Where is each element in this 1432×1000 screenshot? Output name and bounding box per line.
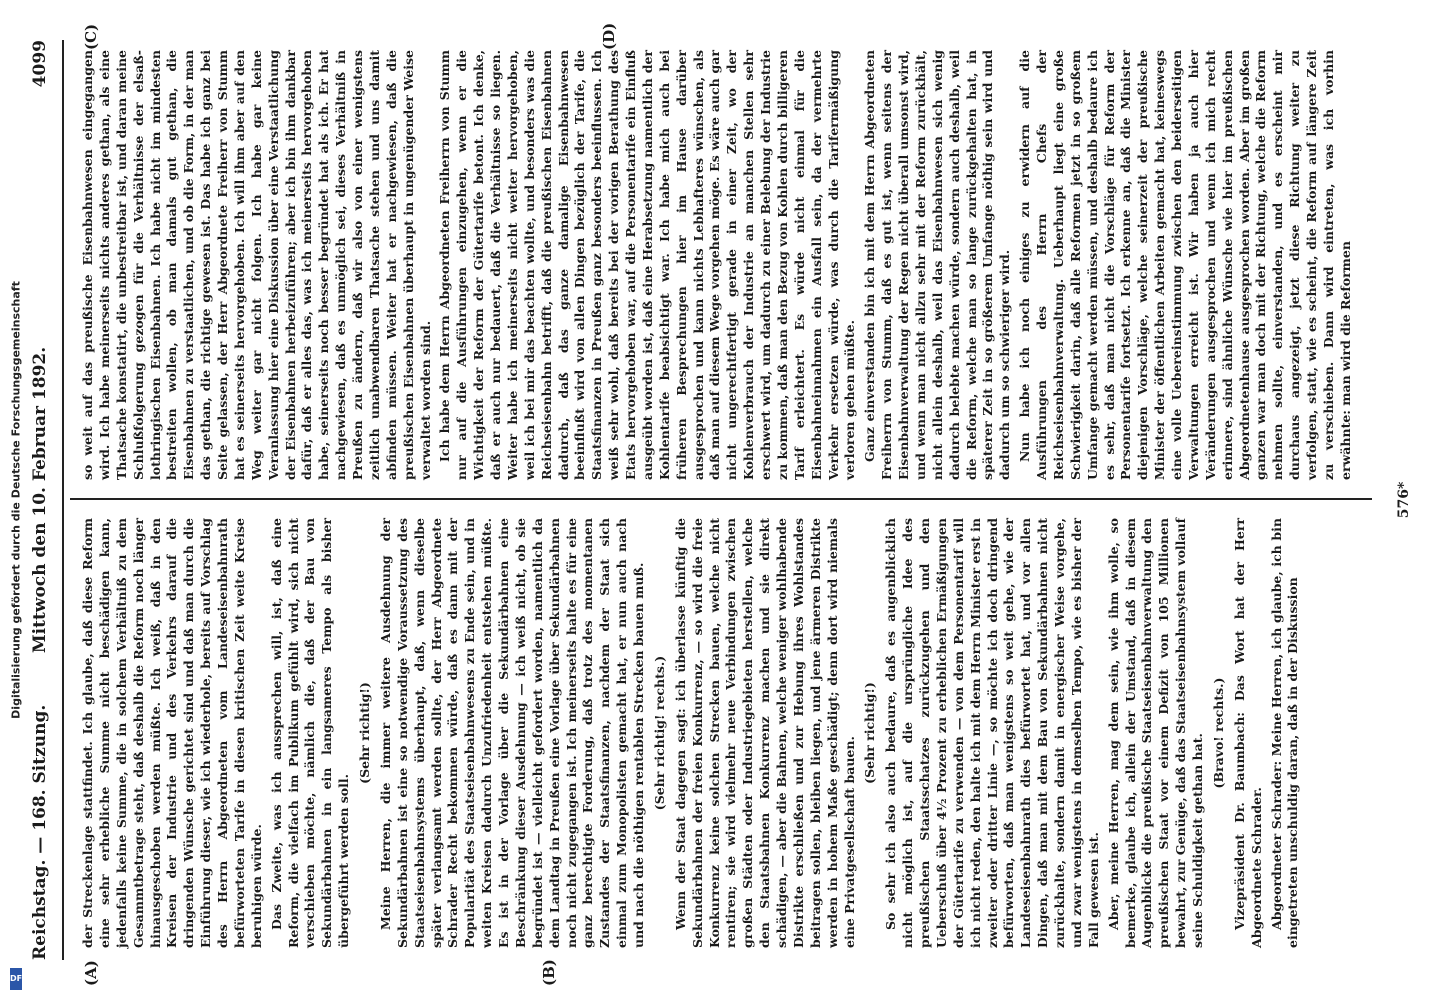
margin-marker-a: (A) [82,960,100,986]
header-session: Reichstag. — 168. Sitzung. [30,704,50,960]
paragraph: So sehr ich also auch bedaure, daß es augenblicklich nicht möglich ist, auf die ursprüngliche Idee des preußischen Staatsschatzes zurückzugehen und den Ueberschuß über 4½ Prozent zu erheblichen Ermäßigungen der Gütertarife zu verwenden — von dem Personentarif will ich nicht reden, den halte ich mit dem Herrn Minister erst in zweiter oder dritter Linie —, so möchte ich doch dringend befürworten, daß man wenigstens so weit gehe, wie der Landeseisenbahnrath dies befürwortet hat, und vor allen Dingen, daß man mit dem Bau von Sekundärbahnen nicht zurückhalte, sondern damit in energischer Weise vorgehe, und zwar wenigstens in demselben Tempo, wie es bisher der Fall gewesen ist. [883,518,1101,948]
interjection: (Sehr richtig! rechts.) [651,655,667,811]
paragraph: so weit auf das preußische Eisenbahnwesen eingegangen wird. Ich habe meinerseits nichts anderes gethan, als eine Thatsache konstatirt, die unbestreitbar ist, und daran meine Schlußfolgerung gezogen für die Verhältnisse der elsaß-lothringischen Eisenbahnen. Ich habe nicht im mindesten bestreiten wollen, ob man damals gut gethan, die Eisenbahnen zu verstaatlichen, und ob die Form, in der man das gethan, die richtige gewesen ist. Das habe ich ganz bei Seite gelassen, der Herr Abgeordnete Freiherr von Stumm hat es seinerseits hervorgehoben. Ich will ihm aber auf den Weg weiter gar nicht folgen. Ich habe gar keine Veranlassung hier eine Diskussion über eine Verstaatlichung der Eisenbahnen herbeizuführen; aber ich bin ihm dankbar dafür, daß er alles das, was ich meinerseits hervorgehoben habe, seinerseits noch besser begründet hat als ich. Er hat nachgewiesen, daß es unmöglich sei, dieses Verhältniß in Preußen zu ändern, daß wir also von einer wenigstens zeitlich unabwendbaren Thatsache stehen und uns damit abfinden müssen. Weiter hat er nachgewiesen, daß die preußischen Eisenbahnen überhaupt in ungenügender Weise verwaltet worden sind. [80,50,433,480]
paragraph: Ganz einverstanden bin ich mit dem Herrn Abgeordneten Freiherrn von Stumm, daß es gut ist, wenn seitens der Eisenbahnverwaltung der Regen nicht überall umsonst wird, und wenn man nicht allzu sehr mit der Reform zurückhält, nicht allein deshalb, weil das Eisenbahnwesen sich wenig dadurch belebte machen würde, sondern auch deshalb, weil die Reform, welche man so lange zurückgehalten hat, in späterer Zeit in so größerem Umfange nöthig sein wird und dadurch um so schwieriger wird. [862,50,1013,480]
page-number: 4099 [30,40,50,88]
interjection: (Sehr richtig!) [357,682,372,784]
dfg-logo: DFG [10,968,22,990]
page-header [30,40,56,960]
paragraph: Meine Herren, die immer weitere Ausdehnung der Sekundärbahnen ist eine so notwendige Voraussetzung des Staatseisenbahnsystems überhaupt, daß, wenn dieselbe später verlangsamt werden sollte, der Herr Abgeordnete Schrader Recht bekommen würde, daß es dann mit der Popularität des Staatseisenbahnwesens zu Ende sein, und in weiten Kreisen dadurch Unzufriedenheit entstehen müßte. Es ist in der Vorlage über die Sekundärbahnen eine Beschränkung dieser Ausdehnung — ich weiß nicht, ob sie begründet ist — vielleicht gefordert worden, namentlich da dem Landtag in Preußen eine Vorlage über Sekundärbahnen noch nicht zugegangen ist. Ich meinerseits halte es für eine ganz berechtigte Forderung, daß trotz des momentanen Zustandes der Staatsfinanzen, nachdem der Staat sich einmal zum Monopolisten gemacht hat, er nun auch nach und nach die nöthigen rentablen Strecken bauen muß. [377,518,646,948]
header-rule [62,40,64,960]
paragraph: Aber, meine Herren, mag dem sein, wie ihm wolle, so bemerke, glaube ich, allein der Umstand, daß in diesem Augenblicke die preußische Staatseisenbahnverwaltung den preußischen Staat vor einem Defizit von 105 Millionen bewahrt, zur Genüge, daß das Staatseisenbahnsystem vollauf seine Schuldigkeit gethan hat. [1105,518,1205,948]
paragraph: Abgeordneter Schrader: Meine Herren, ich glaube, ich bin eingetreten unschuldig daran, daß in der Diskussion [1268,518,1301,948]
interjection: (Bravo! rechts.) [1210,677,1226,789]
paragraph: Das Zweite, was ich aussprechen will, ist, daß eine Reform, die vielfach im Publikum gefühlt wird, sich nicht verschieben möchte, nämlich die, daß der Bau von Sekundärbahnen in ein langsameres Tempo als bisher übergeführt werden soll. [268,518,352,948]
credit-text: Digitalisierung gefördert durch die Deutsche Forschungsgemeinschaft [9,281,23,719]
margin-marker-d: (D) [600,22,618,50]
paragraph: Nun habe ich noch einiges zu erwidern auf die Ausführungen des Herrn Chefs der Reichseisenbahnverwaltung. Ueberhaupt liegt eine große Schwierigkeit darin, daß alle Reformen jetzt in so großem Umfange gemacht werden müssen, und deshalb bedaure ich es sehr, daß man nicht die Vorschläge für Reform der Personentarife fortsetzt. Ich erkenne an, daß die Minister diejenigen Vorschläge, welche seinerzeit der preußische Minister der öffentlichen Arbeiten gemacht hat, keineswegs eine volle Uebereinstimmung zwischen den beiderseitigen Verwaltungen erreicht ist. Wir haben ja auch hier Veränderungen ausgesprochen und wenn ich mich recht erinnere, sind ähnliche Wünsche wie hier im preußischen Abgeordnetenhause ausgesprochen worden. Aber im großen ganzen war man doch mit der Richtung, welche die Reform nehmen sollte, einverstanden, und es erscheint mir durchaus angezeigt, jetzt diese Richtung weiter zu verfolgen, statt, wie es scheint, die Reform auf längere Zeit zu verschieben. Dann wird eintreten, was ich vorhin erwähnte: man wird die Reformen [1017,50,1353,480]
right-column [80,50,1358,480]
paragraph: der Streckenlage stattfindet. Ich glaube, daß diese Reform eine sehr erhebliche Summe nicht beschädigen kann, jedenfalls keine Summe, die in solchem Verhältniß zu dem Gesammtbetrage steht, daß deshalb die Reform noch länger hinausgeschoben werden müßte. Ich weiß, daß in den Kreisen der Industrie und des Verkehrs darauf die dringenden Wünsche gerichtet sind und daß man durch die Einführung dieser, wie ich wiederhole, bereits auf Vorschlag des Herrn Abgeordneten vom Landeseisenbahnrath befürworteten Tarife in diesen kritischen Zeit weite Kreise beruhigen würde. [80,518,264,948]
column-divider [70,498,1372,500]
paragraph: Ich habe dem Herrn Abgeordneten Freiherrn von Stumm nur auf die Ausführungen einzugehen, wenn er die Wichtigkeit der Reform der Gütertarife betont. Ich denke, daß er auch nur bedauert, daß die Verhältnisse so liegen. Weiter habe ich meinerseits nicht weiter hervorgehoben, weil ich bei mir das beachten wollte, und besonders was die Reichseisenbahn betrifft, daß die preußischen Eisenbahnen dadurch, daß das ganze damalige Eisenbahnwesen beeinflußt wird von allen Dingen bezüglich der Tarife, die Staatsfinanzen in Preußen ganz besonders beeinflussen. Ich weiß sehr wohl, daß bereits bei der vorigen Berathung des Etats hervorgehoben war, auf die Personentarife ein Einfluß ausgeübt worden ist, daß eine Herabsetzung namentlich der Kohlentarife beabsichtigt war. Ich habe mich auch bei früheren Besprechungen hier im Hause darüber ausgesprochen und kann nichts Lebhafteres wünschen, als daß man auf diesem Wege vorgehen möge. Es wäre auch gar nicht ungerechtfertigt gerade in einer Zeit, wo der Kohlenverbrauch der Industrie an manchen Stellen sehr erschwert wird, um dadurch zu einer Belebung der Industrie zu kommen, daß man den Bezug von Kohlen durch billigeren Tarif erleichtert. Es würde nicht einmal für die Eisenbahneinnahmen ein Ausfall sein, da der vermehrte Verkehr ersetzen würde, was durch die Tarifermäßigung verloren gehen müßte. [437,50,858,480]
page-footer-signature: 576* [1396,481,1412,519]
margin-marker-c: (C) [82,23,100,50]
left-column [80,518,1305,948]
header-date: Mittwoch den 10. Februar 1892. [30,346,50,654]
paragraph: Vizepräsident Dr. Baumbach: Das Wort hat der Herr Abgeordnete Schrader. [1231,518,1264,948]
interjection: (Sehr richtig!) [862,682,878,784]
paragraph: Wenn der Staat dagegen sagt: ich überlasse künftig die Sekundärbahnen der freien Konkurrenz, — so wird die freie Konkurrenz keine solchen Strecken bauen, welche nicht rentiren; sie wird vielmehr neue Verbindungen zwischen großen Städten oder Industriegebieten herstellen, welche den Staatsbahnen Konkurrenz machen und sie direkt schädigen, — aber die Bahnen, welche weniger wohlhabende Distrikte erschließen und zur Hebung ihres Wohlstandes beitragen sollen, bleiben liegen, und jene ärmeren Distrikte werden in hohem Maße geschädigt; denn dort wird niemals eine Privatgesellschaft bauen. [672,518,857,948]
digitization-credit [8,0,29,1000]
margin-marker-b: (B) [540,959,558,986]
